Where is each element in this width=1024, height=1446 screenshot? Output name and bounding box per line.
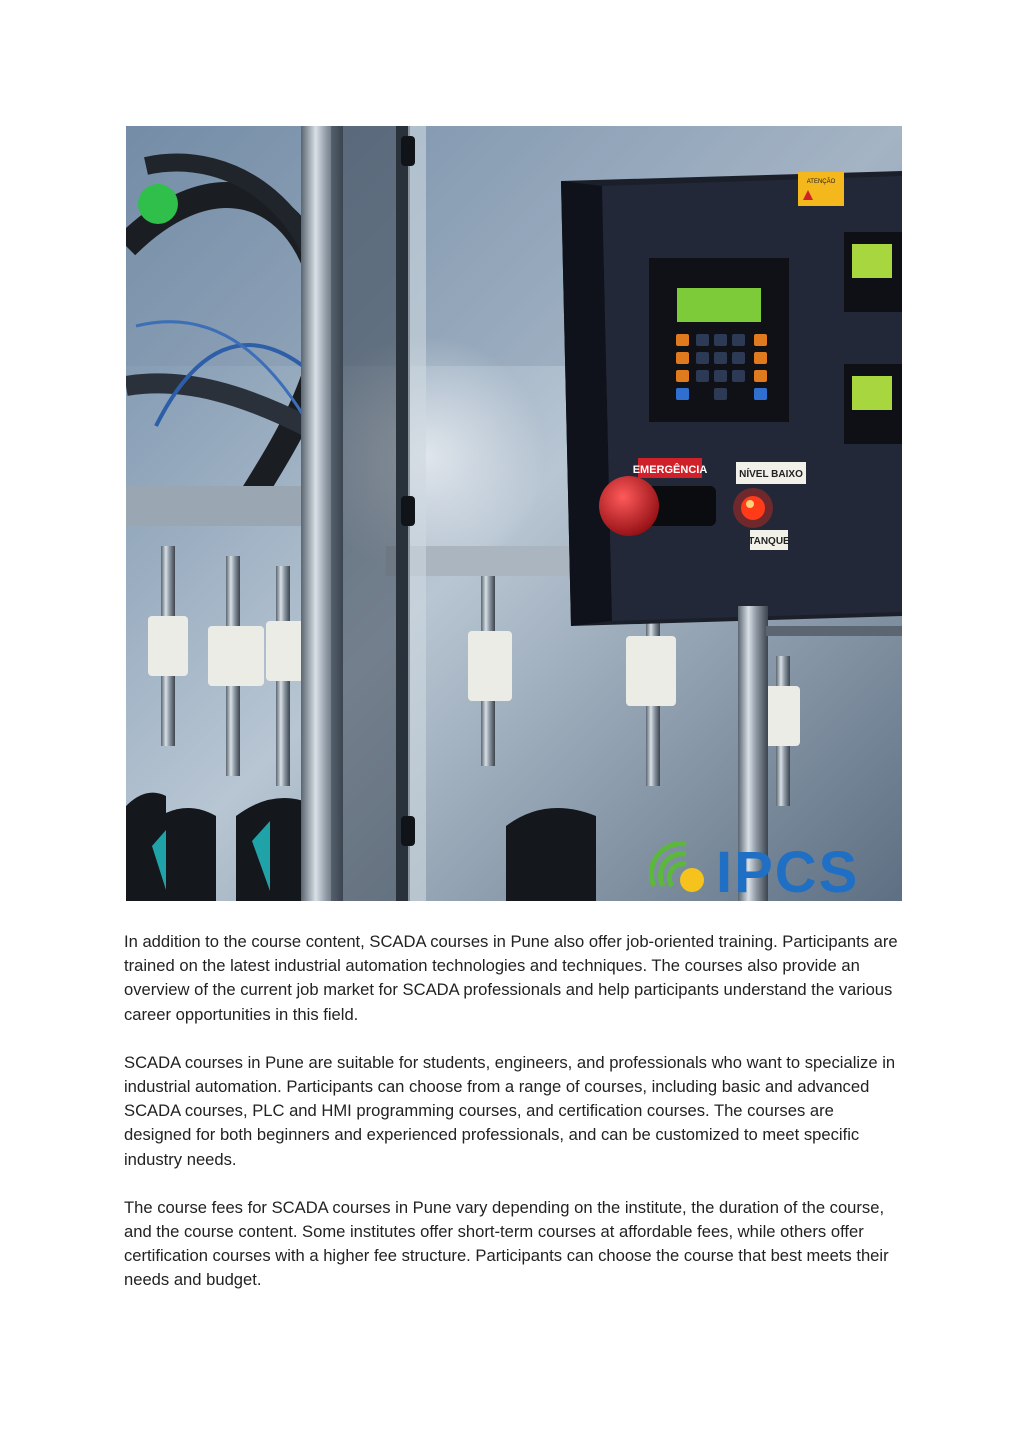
keypad-key: [696, 334, 709, 346]
keypad-key: [732, 370, 745, 382]
keypad-orange-key: [676, 370, 689, 382]
keypad-key: [714, 334, 727, 346]
keypad-key: [696, 352, 709, 364]
keypad-orange-key: [754, 370, 767, 382]
level-indicator-light: [741, 496, 765, 520]
keypad-key: [714, 370, 727, 382]
keypad-function-key: [676, 388, 689, 400]
svg-text:ATENÇÃO: ATENÇÃO: [806, 179, 836, 185]
keypad-orange-key: [754, 352, 767, 364]
keypad-orange-key: [676, 352, 689, 364]
keypad-key: [714, 352, 727, 364]
svg-text:NÍVEL BAIXO: NÍVEL BAIXO: [739, 469, 803, 480]
keypad-key: [732, 352, 745, 364]
keypad-function-key: [754, 388, 767, 400]
paragraph-course-fees: The course fees for SCADA courses in Pune vary depending on the institute, the duration of the course, and the course content. Some institutes offer short-term courses at affordable fees, while others offer certification courses with a higher fee structure. Participants can choose the course that best meets their needs and budget.: [124, 1197, 889, 1290]
svg-text:EMERGÊNCIA: EMERGÊNCIA: [632, 464, 708, 476]
keypad-orange-key: [676, 334, 689, 346]
svg-text:IPCS: IPCS: [716, 840, 860, 901]
paragraph-course-audience: SCADA courses in Pune are suitable for students, engineers, and professionals who want to specialize in industrial automation. Participants can choose from a range of courses, including basic and advanced SCADA courses, PLC and HMI programming courses, and certification courses. The courses are designed for both beginners and experienced professionals, and can be customized to meet specific industry needs.: [124, 1052, 896, 1169]
keypad-key: [732, 334, 745, 346]
svg-text:TANQUE: TANQUE: [748, 536, 790, 547]
lcd-screen: [677, 288, 761, 322]
warning-label: [798, 172, 844, 206]
photo-illustration: [126, 126, 902, 901]
control-panel-photo: [126, 126, 902, 901]
body-text: [124, 930, 904, 1317]
paragraph-job-oriented-training: In addition to the course content, SCADA courses in Pune also offer job-oriented training. Participants are trained on the latest industrial automation technologies and techniques. The courses also provide an overview of the current job market for SCADA professionals and help participants understand the various career opportunities in this field.: [124, 932, 898, 1024]
emergency-stop-button: [599, 476, 659, 536]
keypad-orange-key: [754, 334, 767, 346]
keypad-key: [696, 370, 709, 382]
keypad-key: [714, 388, 727, 400]
